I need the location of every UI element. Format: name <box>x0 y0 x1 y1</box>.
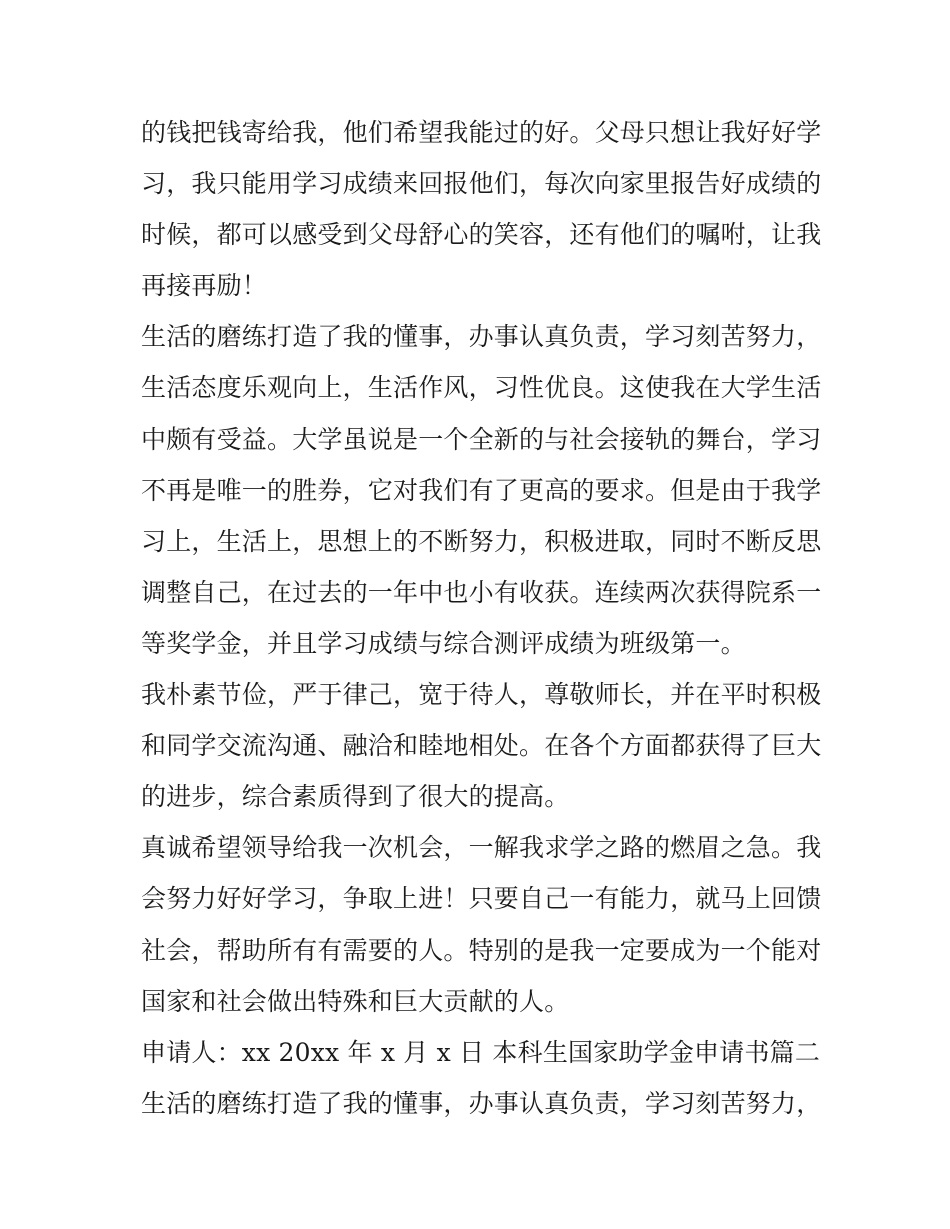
text-line: 生活的磨练打造了我的懂事，办事认真负责，学习刻苦努力， <box>141 1088 822 1118</box>
text-line: 习上，生活上，思想上的不断努力，积极进取，同时不断反思 <box>141 526 822 556</box>
text-line: 等奖学金，并且学习成绩与综合测评成绩为班级第一。 <box>141 628 746 658</box>
text-line: 调整自己，在过去的一年中也小有收获。连续两次获得院系一 <box>141 577 822 607</box>
text-line: 会努力好好学习，争取上进！只要自己一有能力，就马上回馈 <box>141 884 822 914</box>
text-line: 国家和社会做出特殊和巨大贡献的人。 <box>141 986 570 1016</box>
signature-line: 申请人：xx 20xx 年 x 月 x 日 本科生国家助学金申请书篇二 <box>141 1037 821 1067</box>
text-line: 的钱把钱寄给我，他们希望我能过的好。父母只想让我好好学 <box>141 118 822 147</box>
text-line: 习，我只能用学习成绩来回报他们，每次向家里报告好成绩的 <box>141 169 822 199</box>
text-line: 的进步，综合素质得到了很大的提高。 <box>141 782 570 812</box>
text-line: 社会，帮助所有有需要的人。特别的是我一定要成为一个能对 <box>141 935 822 965</box>
text-line: 生活态度乐观向上，生活作风，习性优良。这使我在大学生活 <box>141 373 822 403</box>
text-line: 时候，都可以感受到父母舒心的笑容，还有他们的嘱咐，让我 <box>141 220 822 250</box>
text-line: 和同学交流沟通、融洽和睦地相处。在各个方面都获得了巨大 <box>141 731 822 761</box>
text-line: 真诚希望领导给我一次机会，一解我求学之路的燃眉之急。我 <box>141 833 822 863</box>
text-line: 生活的磨练打造了我的懂事，办事认真负责，学习刻苦努力， <box>141 322 822 352</box>
document-body <box>141 107 821 1129</box>
text-line: 我朴素节俭，严于律己，宽于待人，尊敬师长，并在平时积极 <box>141 680 822 710</box>
text-line: 不再是唯一的胜券，它对我们有了更高的要求。但是由于我学 <box>141 475 822 505</box>
text-line: 再接再励！ <box>141 271 268 301</box>
text-line: 中颇有受益。大学虽说是一个全新的与社会接轨的舞台，学习 <box>141 424 822 454</box>
